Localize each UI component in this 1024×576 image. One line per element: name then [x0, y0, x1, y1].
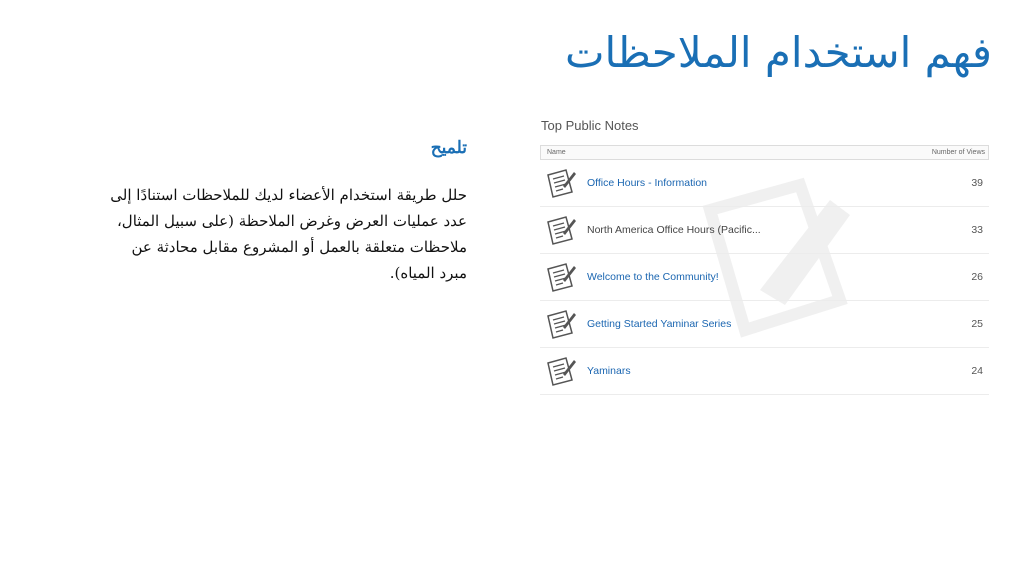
- column-header-name[interactable]: Name: [547, 149, 566, 156]
- table-row[interactable]: [540, 160, 989, 207]
- note-views: 25: [971, 318, 983, 330]
- table-row[interactable]: [540, 348, 989, 395]
- note-views: 33: [971, 224, 983, 236]
- note-edit-icon: [544, 307, 578, 341]
- note-edit-icon: [544, 213, 578, 247]
- table-row[interactable]: [540, 254, 989, 301]
- top-public-notes-panel: [540, 118, 989, 398]
- note-name-link[interactable]: North America Office Hours (Pacific...: [587, 224, 761, 236]
- note-views: 24: [971, 365, 983, 377]
- note-name-link[interactable]: Getting Started Yaminar Series: [587, 318, 732, 330]
- notes-list: [540, 160, 989, 395]
- note-name-link[interactable]: Office Hours - Information: [587, 177, 708, 189]
- note-views: 26: [971, 271, 983, 283]
- tip-heading: تلميح: [430, 138, 467, 158]
- note-name-link[interactable]: Yaminars: [587, 365, 631, 377]
- note-edit-icon: [544, 260, 578, 294]
- table-row[interactable]: [540, 301, 989, 348]
- note-views: 39: [971, 177, 983, 189]
- note-edit-icon: [544, 354, 578, 388]
- panel-title: Top Public Notes: [541, 118, 639, 133]
- tip-body: حلل طريقة استخدام الأعضاء لديك للملاحظات استنادًا إلى عدد عمليات العرض وغرض الملاحظة (على سبيل المثال، ملاحظات متعلقة بالعمل أو المشروع مقابل محادثة عن مبرد المياه).: [110, 186, 467, 282]
- table-header: [540, 145, 989, 160]
- table-row[interactable]: [540, 207, 989, 254]
- note-edit-icon: [544, 166, 578, 200]
- slide-title: فهم استخدام الملاحظات: [564, 28, 992, 77]
- note-name-link[interactable]: Welcome to the Community!: [587, 271, 719, 283]
- tip-box: [107, 138, 467, 286]
- column-header-views[interactable]: Number of Views: [931, 149, 985, 156]
